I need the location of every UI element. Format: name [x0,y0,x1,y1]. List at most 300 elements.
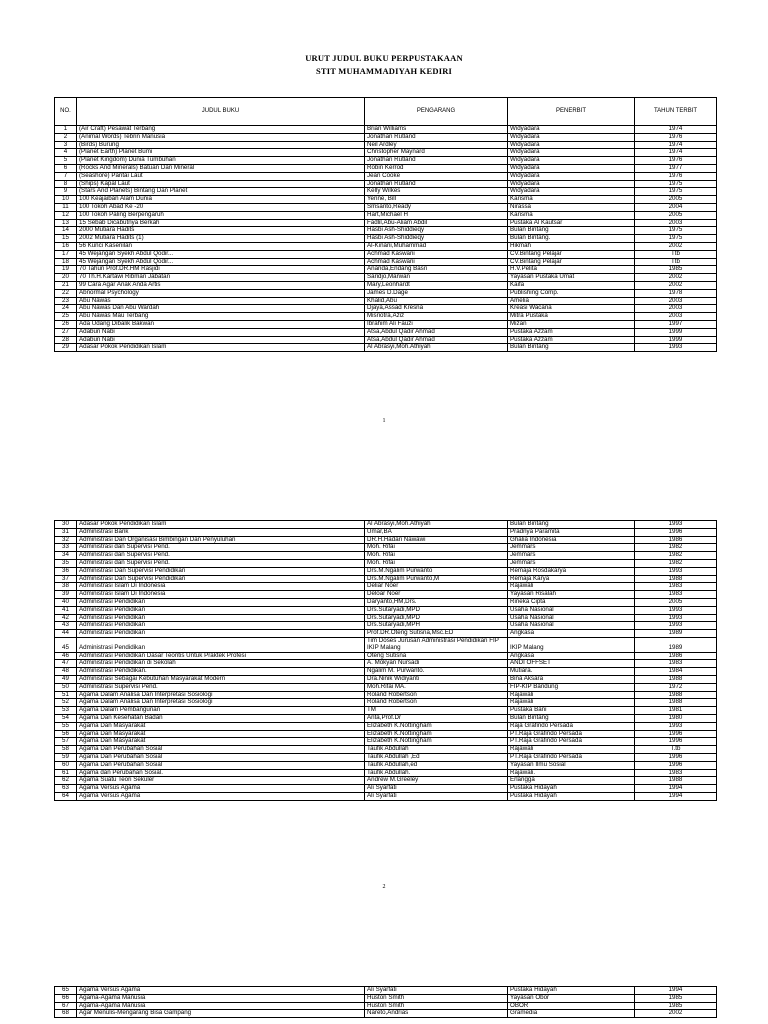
cell-tahun: 1999 [635,336,717,344]
cell-judul-buku: 99 Cara Agar Anak Anda Artis [77,281,365,289]
cell-no: 40 [55,598,77,606]
table-row [55,336,717,344]
cell-tahun: 1993 [635,344,717,352]
cell-pengarang: Drs.M.Ngalim Purwanto [365,567,508,575]
cell-tahun: 1978 [635,289,717,297]
table-row [55,1002,717,1010]
cell-pengarang: Fadlil,Abu-Aliam Abdil [365,219,508,227]
table-row [55,126,717,134]
table-row [55,567,717,575]
table-row [55,792,717,800]
table-row [55,219,717,227]
cell-judul-buku: Abnormal Psychology [77,289,365,297]
cell-no: 30 [55,521,77,529]
cell-pengarang: Ananda,Endang Basri [365,266,508,274]
cell-judul-buku: 56 Kunci Kasenilan [77,242,365,250]
cell-tahun: 2003 [635,219,717,227]
cell-no: 67 [55,1002,77,1010]
cell-penerbit: Pustaka Hidayah [508,785,635,793]
cell-no: 58 [55,746,77,754]
cell-no: 49 [55,675,77,683]
cell-tahun: 1975 [635,235,717,243]
cell-tahun: 1983 [635,769,717,777]
cell-tahun: 1988 [635,699,717,707]
table-row [55,583,717,591]
cell-judul-buku: Agama Dalam Analisa Dan Interpretasi Sosiologi [77,691,365,699]
cell-no: 56 [55,730,77,738]
cell-no: 44 [55,630,77,638]
cell-tahun: 1988 [635,575,717,583]
cell-judul-buku: Administrasi dan Supervisi Pend. [77,559,365,567]
table-row [55,614,717,622]
cell-judul-buku: 100 Tokoh Paling Berpengaruh [77,211,365,219]
table-row [55,691,717,699]
cell-pengarang: A. Mokyan Nursadi [365,660,508,668]
cell-tahun: 1985 [635,1002,717,1010]
cell-judul-buku: Ada Udang Dibalik Bakwan [77,320,365,328]
cell-pengarang: Drs.Sutaryadi,MPH [365,622,508,630]
table-row [55,344,717,352]
cell-penerbit: Jemmars [508,559,635,567]
table-row [55,660,717,668]
table-row [55,714,717,722]
cell-judul-buku: 2000 Mutiara Hadits [77,227,365,235]
cell-penerbit: Yayasan Obor [508,994,635,1002]
cell-tahun: 1983 [635,591,717,599]
cell-no: 42 [55,614,77,622]
cell-tahun: 1977 [635,164,717,172]
cell-penerbit: Usaha Nasional [508,622,635,630]
cell-penerbit: Hikmah [508,242,635,250]
cell-penerbit: ANDI OFFSET [508,660,635,668]
cell-no: 53 [55,707,77,715]
cell-penerbit: Pustaka Hidayah [508,792,635,800]
cell-no: 15 [55,235,77,243]
table-row [55,289,717,297]
table-row [55,188,717,196]
table-row [55,637,717,652]
cell-tahun: 1994 [635,987,717,995]
table-row [55,707,717,715]
table-row [55,738,717,746]
table-row [55,521,717,529]
cell-judul-buku: Adabun Nabi [77,328,365,336]
cell-no: 32 [55,536,77,544]
cell-pengarang: Mary,Leonhardt [365,281,508,289]
cell-no: 22 [55,289,77,297]
cell-no: 24 [55,305,77,313]
cell-pengarang: Smsanto,Ready [365,203,508,211]
cell-no: 60 [55,761,77,769]
cell-pengarang: James D.Dage [365,289,508,297]
table-row [55,761,717,769]
cell-tahun: 1996 [635,528,717,536]
cell-tahun: 1972 [635,683,717,691]
header-tahun-terbit: TAHUN TERBIT [635,98,717,126]
cell-pengarang: Drs.Sutaryadi,MPD [365,606,508,614]
cell-judul-buku: Agama Dalam Analisa Dan Interpretasi Sosiologi [77,699,365,707]
catalog-title-line1: URUT JUDUL BUKU PERPUSTAKAAN [305,53,463,63]
cell-pengarang: Drs.Sutaryadi,MPD [365,614,508,622]
cell-tahun: 2004 [635,203,717,211]
cell-no: 47 [55,660,77,668]
cell-no: 5 [55,157,77,165]
cell-pengarang: Atsa,Abdul Qadir Ahmad [365,328,508,336]
cell-tahun: 2005 [635,211,717,219]
cell-judul-buku: Agama Versus Agama [77,987,365,995]
cell-tahun: 1986 [635,652,717,660]
cell-tahun: 1984 [635,668,717,676]
table-row [55,730,717,738]
cell-no: 18 [55,258,77,266]
table-row [55,320,717,328]
cell-judul-buku: Abu Nawas [77,297,365,305]
cell-pengarang: Elizabeth K.Nottingham [365,738,508,746]
cell-no: 10 [55,196,77,204]
cell-judul-buku: 100 Tokoh Abad Ke -20 [77,203,365,211]
cell-penerbit: Jemmars [508,544,635,552]
cell-tahun: 1982 [635,544,717,552]
table-row [55,536,717,544]
cell-pengarang: Elizabeth K.Nottingham [365,730,508,738]
cell-no: 48 [55,668,77,676]
cell-pengarang: Al-Kinani,Muhammad [365,242,508,250]
catalog-table-page-1 [54,97,717,352]
cell-penerbit: Bulan Bintang [508,714,635,722]
cell-pengarang: Oteng Sutisna [365,652,508,660]
catalog-table-page-2 [54,520,717,801]
cell-penerbit: Bulan Bintang [508,227,635,235]
cell-penerbit: Bulan Bintang. [508,235,635,243]
cell-judul-buku: Agama Dan Masyarakat [77,722,365,730]
cell-penerbit: CV.Bintang Pelajar [508,258,635,266]
cell-penerbit: Widyadara [508,133,635,141]
catalog-table-page-3 [54,986,717,1018]
cell-no: 27 [55,328,77,336]
cell-penerbit: Rajawali. [508,769,635,777]
cell-judul-buku: Agama-Agama Manusia [77,994,365,1002]
cell-judul-buku: 70 Th.H.Kartawi Ribman Jabatan [77,274,365,282]
cell-judul-buku: 45 Wejangan Syekh Abdul Qodir... [77,250,365,258]
cell-tahun: 1993 [635,521,717,529]
table-row [55,141,717,149]
table-row [55,266,717,274]
cell-penerbit: Remaja Karya [508,575,635,583]
cell-pengarang: Ngalim M. Purwanto. [365,668,508,676]
cell-judul-buku: Administrasi Dan Supervisi Pendidikan [77,567,365,575]
cell-no: 34 [55,552,77,560]
cell-pengarang: Moh. Rifai [365,559,508,567]
cell-pengarang: Nareto,Andrias [365,1010,508,1018]
cell-tahun: 2003 [635,297,717,305]
cell-no: 41 [55,606,77,614]
cell-no: 55 [55,722,77,730]
cell-judul-buku: Agama Dan Perubahan Sosial [77,753,365,761]
cell-penerbit: CV.Bintang Pelajar [508,250,635,258]
table-row [55,281,717,289]
cell-pengarang: Khalid,Abu [365,297,508,305]
cell-judul-buku: Administrasi Pendidikan [77,614,365,622]
cell-penerbit: Pradnya Paramita [508,528,635,536]
cell-pengarang: Roland Robertson [365,691,508,699]
cell-pengarang: Yenne, Bill [365,196,508,204]
cell-judul-buku: Administrasi Pendidikan [77,637,365,652]
cell-tahun: 1996 [635,738,717,746]
cell-pengarang: Hasbi Ash-Shiddieqy [365,235,508,243]
cell-penerbit: Kaifa [508,281,635,289]
table-row [55,699,717,707]
cell-pengarang: Moh. Rifai [365,552,508,560]
cell-no: 62 [55,777,77,785]
header-judul-buku: JUDUL BUKU [77,98,365,126]
table-row [55,622,717,630]
cell-no: 14 [55,227,77,235]
cell-tahun: 1976 [635,172,717,180]
cell-pengarang: Tim Doses Jurusan Administrasi Pendidikan FIP IKIP Malang [365,637,508,652]
cell-judul-buku: (Ships) Kapal Laut [77,180,365,188]
cell-tahun: 1993 [635,622,717,630]
cell-tahun: 1996 [635,761,717,769]
cell-penerbit: Bulan Bintang [508,344,635,352]
cell-judul-buku: Administrasi Pendidikan [77,606,365,614]
cell-no: 35 [55,559,77,567]
cell-penerbit: Angkasa [508,652,635,660]
cell-judul-buku: Abu Nawas Mau Terbang [77,313,365,321]
cell-tahun: 1983 [635,660,717,668]
cell-tahun: T.tb [635,746,717,754]
cell-judul-buku: Administrasi Sebagai Kebutuhan Masyarakat Modern [77,675,365,683]
cell-no: 57 [55,738,77,746]
cell-tahun: 1976 [635,133,717,141]
table-row [55,164,717,172]
cell-penerbit: Widyadara [508,188,635,196]
table-row [55,242,717,250]
table-row [55,683,717,691]
cell-tahun: 1988 [635,675,717,683]
table-row [55,598,717,606]
cell-judul-buku: 70 Tahun Prof.DR.HM Rasjidi [77,266,365,274]
cell-penerbit: OBOR [508,1002,635,1010]
header-no: NO. [55,98,77,126]
cell-tahun: 2005 [635,598,717,606]
cell-judul-buku: Administrasi Pendidikan [77,622,365,630]
cell-judul-buku: 2002 Mutiara Hadits (1) [77,235,365,243]
cell-tahun: 1981 [635,707,717,715]
cell-no: 39 [55,591,77,599]
cell-tahun: 1994 [635,792,717,800]
cell-penerbit: Rajawali [508,746,635,754]
cell-no: 36 [55,567,77,575]
table-row [55,652,717,660]
cell-penerbit: Usaha Nasional [508,606,635,614]
cell-tahun: 1989 [635,630,717,638]
cell-no: 11 [55,203,77,211]
cell-tahun: 1974 [635,141,717,149]
cell-pengarang: Huston Smith [365,1002,508,1010]
cell-no: 19 [55,266,77,274]
cell-tahun: 1982 [635,559,717,567]
table-row [55,328,717,336]
table-row [55,606,717,614]
cell-no: 21 [55,281,77,289]
cell-penerbit: Pustaka Azzam [508,328,635,336]
cell-penerbit: Pustaka Azzam [508,336,635,344]
cell-judul-buku: 45 Wejangan Syekh Abdul Qodir... [77,258,365,266]
table-row [55,274,717,282]
cell-penerbit: Widyadara [508,126,635,134]
cell-no: 59 [55,753,77,761]
cell-pengarang: Robin Kerrod [365,164,508,172]
cell-no: 4 [55,149,77,157]
cell-tahun: 1976 [635,157,717,165]
cell-judul-buku: (Planet Kingdom) Dunia Tumbuhan [77,157,365,165]
table-row [55,777,717,785]
cell-no: 46 [55,652,77,660]
cell-no: 29 [55,344,77,352]
cell-tahun: 2002 [635,242,717,250]
cell-penerbit: Bulan Bintang [508,521,635,529]
cell-judul-buku: (Air Craft) Pesawat Terbang [77,126,365,134]
cell-no: 33 [55,544,77,552]
table-row [55,544,717,552]
table-row [55,235,717,243]
table-row [55,675,717,683]
cell-judul-buku: Administrasi dan Supervisi Pend. [77,552,365,560]
table-row [55,297,717,305]
cell-no: 51 [55,691,77,699]
cell-penerbit: Widyadara [508,149,635,157]
cell-pengarang: Dra.Ninik Widiyanti [365,675,508,683]
header-penerbit: PENERBIT [508,98,635,126]
cell-judul-buku: (Animal Words) Tebrin Manusia [77,133,365,141]
cell-tahun: 1999 [635,328,717,336]
cell-judul-buku: Administrasi Pendidikan. [77,668,365,676]
table-row [55,769,717,777]
cell-no: 26 [55,320,77,328]
cell-judul-buku: Agama Dan Masyarakat [77,738,365,746]
cell-no: 45 [55,637,77,652]
table-row [55,753,717,761]
cell-penerbit: Rajawali [508,691,635,699]
cell-penerbit: Widyadara [508,172,635,180]
catalog-title-line2: STIT MUHAMMADIYAH KEDIRI [315,66,453,76]
cell-penerbit: Rajawali [508,699,635,707]
cell-no: 25 [55,313,77,321]
cell-pengarang: Saridjo,Marwan [365,274,508,282]
table-row [55,157,717,165]
cell-pengarang: Deliar Noer [365,583,508,591]
cell-penerbit: Widyadara [508,180,635,188]
cell-judul-buku: Agama-Agama Manusia [77,1002,365,1010]
table-row [55,258,717,266]
cell-penerbit: Angkasa [508,630,635,638]
cell-penerbit: Ghalia Indonesia [508,536,635,544]
cell-pengarang: Moh.Rifai MA. [365,683,508,691]
table-row [55,559,717,567]
cell-no: 28 [55,336,77,344]
table-row [55,172,717,180]
table-row [55,305,717,313]
cell-judul-buku: Agar Menulis-Mengarang Bisa Gampang [77,1010,365,1018]
cell-penerbit: Erlangga [508,777,635,785]
table-row [55,552,717,560]
cell-pengarang: Jean Cooke [365,172,508,180]
cell-penerbit: Raja Grafindo Persada [508,722,635,730]
cell-pengarang: Achmad Kaswani [365,250,508,258]
cell-pengarang: Umar,BA [365,528,508,536]
table-row [55,149,717,157]
cell-judul-buku: Administrasi Supervisi Pend. [77,683,365,691]
cell-penerbit: Yayasan Pustaka Umat [508,274,635,282]
cell-no: 64 [55,792,77,800]
cell-judul-buku: (Birds) Burung [77,141,365,149]
cell-pengarang: Taufik Abdullah ,Ed [365,753,508,761]
page-number: 1 [382,418,386,424]
cell-judul-buku: Agama Suatu Teori Sekuler [77,777,365,785]
table-row [55,227,717,235]
cell-penerbit: Mutiara. [508,668,635,676]
cell-penerbit: Remaja Rosdakarya [508,567,635,575]
cell-penerbit: Rineka Cipta [508,598,635,606]
table-row [55,746,717,754]
table-row [55,180,717,188]
cell-pengarang: DR.H.Hadari Nawawi [365,536,508,544]
cell-no: 7 [55,172,77,180]
cell-judul-buku: Administrasi Pendidikan [77,598,365,606]
cell-judul-buku: Adabun Nabi [77,336,365,344]
cell-pengarang: Hart,Michael H [365,211,508,219]
table-row [55,211,717,219]
cell-judul-buku: Administrasi Islam Di Indonesia [77,591,365,599]
cell-pengarang: Neil Ardley [365,141,508,149]
cell-pengarang: Hasbi Ash-Shiddieqy [365,227,508,235]
cell-judul-buku: Administrasi Bank [77,528,365,536]
cell-penerbit: Amelia [508,297,635,305]
table-row [55,1010,717,1018]
table-row [55,785,717,793]
cell-judul-buku: Agama Dan Masyarakat [77,730,365,738]
cell-tahun: 1993 [635,722,717,730]
cell-tahun: 1993 [635,614,717,622]
table-row [55,630,717,638]
cell-judul-buku: Abu Nawas Dan Abu Wardah [77,305,365,313]
cell-tahun: 2003 [635,313,717,321]
cell-penerbit: Pustaka Bani [508,707,635,715]
cell-tahun: 1975 [635,180,717,188]
cell-penerbit: Widyadara [508,141,635,149]
cell-tahun: 1993 [635,567,717,575]
cell-no: 8 [55,180,77,188]
cell-tahun: 1996 [635,753,717,761]
cell-penerbit: Widyadara [508,164,635,172]
cell-tahun: 1993 [635,606,717,614]
cell-tahun: 1997 [635,320,717,328]
cell-no: 12 [55,211,77,219]
cell-tahun: 2002 [635,1010,717,1018]
cell-pengarang: Ali Syarfati [365,792,508,800]
cell-judul-buku: Administrasi Pendidikan [77,630,365,638]
cell-pengarang: Andrew M.Greeley [365,777,508,785]
cell-judul-buku: (Planet Earth) Planet Bumi [77,149,365,157]
cell-judul-buku: Agama Dan Kesehatan Badan [77,714,365,722]
cell-pengarang: Brian Williams [365,126,508,134]
cell-penerbit: FIP-KIP Bandung [508,683,635,691]
cell-pengarang: Elizabeth K.Nottingham [365,722,508,730]
cell-no: 61 [55,769,77,777]
cell-pengarang: Ali Syarfati [365,785,508,793]
cell-penerbit: Publishing Comp. [508,289,635,297]
cell-pengarang: TM [365,707,508,715]
